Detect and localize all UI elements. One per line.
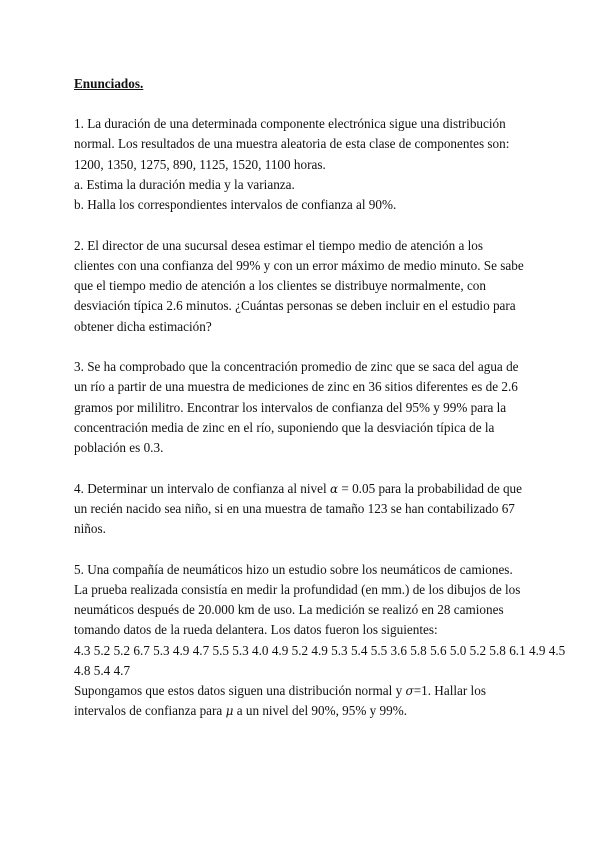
- problem-2-line-5: obtener dicha estimación?: [74, 318, 212, 334]
- problem-4-line-3: niños.: [74, 521, 106, 537]
- problem-5-sigma-line: [74, 681, 534, 701]
- problem-5-line-4: tomando datos de la rueda delantera. Los datos fueron los siguientes:: [74, 622, 438, 638]
- problem-1: [74, 114, 534, 215]
- problem-3-line-2: un río a partir de una muestra de mediciones de zinc en 36 sitios diferentes es de 2.6: [74, 379, 518, 395]
- problem-1-line-1: 1. La duración de una determinada componente electrónica sigue una distribución: [74, 116, 506, 132]
- sigma-symbol: σ: [405, 684, 414, 699]
- problem-4-line-1: [74, 479, 534, 499]
- problem-5-line-1: 5. Una compañía de neumáticos hizo un estudio sobre los neumáticos de camiones.: [74, 561, 513, 577]
- problem-5-line-3: neumáticos después de 20.000 km de uso. La medición se realizó en 28 camiones: [74, 602, 504, 618]
- problem-4-line-2: un recién nacido sea niño, si en una muestra de tamaño 123 se han contabilizado 67: [74, 500, 515, 516]
- problem-3-line-4: concentración media de zinc en el río, suponiendo que la desviación típica de la: [74, 419, 495, 435]
- problem-3: [74, 357, 534, 458]
- problem-2: [74, 236, 534, 337]
- problem-1-line-3: 1200, 1350, 1275, 890, 1125, 1520, 1100 horas.: [74, 156, 326, 172]
- problem-4-line-1-pre: 4. Determinar un intervalo de confianza al nivel: [74, 480, 330, 496]
- problem-3-line-1: 3. Se ha comprobado que la concentración promedio de zinc que se saca del agua de: [74, 359, 519, 375]
- problem-5: [74, 560, 566, 722]
- page-heading: Enunciados.: [74, 76, 144, 91]
- problem-5-data-line-1: 4.3 5.2 5.2 6.7 5.3 4.9 4.7 5.5 5.3 4.0 4.9 5.2 4.9 5.3 5.4 5.5 3.6 5.8 5.6 5.0 5.2 5.8 6.1 4.9 4.5: [74, 642, 566, 658]
- problem-5-sigma-post: =1. Hallar los: [413, 683, 486, 699]
- problem-2-line-1: 2. El director de una sucursal desea estimar el tiempo medio de atención a los: [74, 237, 484, 253]
- problem-2-line-3: que el tiempo medio de atención a los clientes se distribuye normalmente, con: [74, 278, 486, 294]
- problem-3-line-5: población es 0.3.: [74, 440, 164, 456]
- problem-5-mu-pre: intervalos de confianza para: [74, 703, 226, 719]
- problem-1-line-2: normal. Los resultados de una muestra aleatoria de esta clase de componentes son:: [74, 136, 510, 152]
- problem-5-mu-line: [74, 701, 534, 721]
- problem-5-mu-post: a un nivel del 90%, 95% y 99%.: [233, 703, 408, 719]
- problem-4: [74, 479, 534, 540]
- problem-4-line-1-post: = 0.05 para la probabilidad de que: [338, 480, 523, 496]
- problem-5-sigma-pre: Supongamos que estos datos siguen una distribución normal y: [74, 683, 406, 699]
- alpha-symbol: α: [329, 481, 339, 496]
- problem-2-line-2: clientes con una confianza del 99% y con un error máximo de medio minuto. Se sabe: [74, 257, 524, 273]
- problem-5-data-line-2: 4.8 5.4 4.7: [74, 662, 131, 678]
- problem-5-line-2: La prueba realizada consistía en medir la profundidad (en mm.) de los dibujos de los: [74, 582, 521, 598]
- mu-symbol: μ: [225, 704, 234, 719]
- problem-2-line-4: desviación típica 2.6 minutos. ¿Cuántas personas se deben incluir en el estudio para: [74, 298, 516, 314]
- document-page: [74, 74, 566, 742]
- problem-1-line-5: b. Halla los correspondientes intervalos de confianza al 90%.: [74, 197, 397, 213]
- problem-3-line-3: gramos por mililitro. Encontrar los intervalos de confianza del 95% y 99% para la: [74, 399, 507, 415]
- problem-1-line-4: a. Estima la duración media y la varianza.: [74, 176, 295, 192]
